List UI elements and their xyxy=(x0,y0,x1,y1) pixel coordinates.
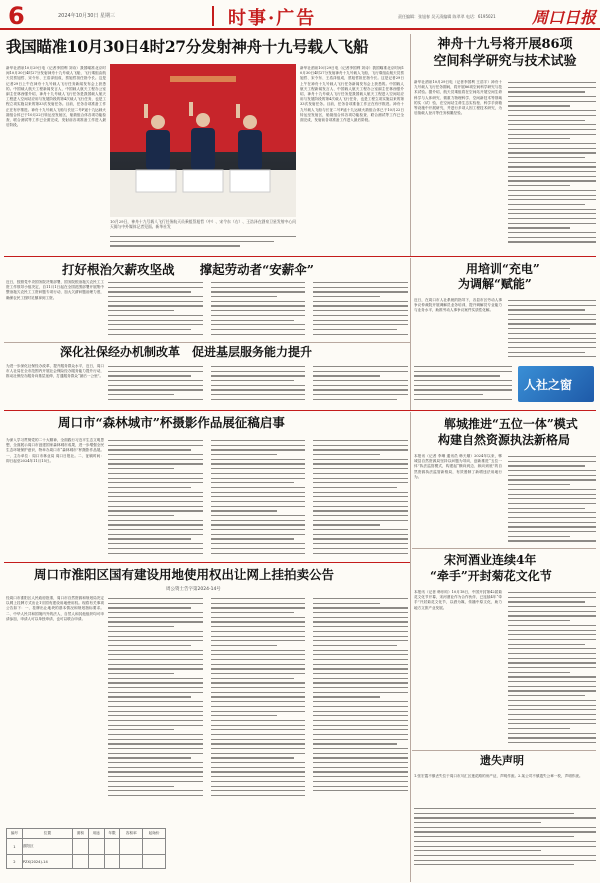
table-cell xyxy=(104,855,120,869)
table-header-cell: 位置 xyxy=(22,829,72,839)
table-row xyxy=(7,855,166,869)
astronauts-illustration xyxy=(110,64,296,217)
table-header-cell: 容积率 xyxy=(120,829,143,839)
column-box xyxy=(414,262,596,408)
column-body: 近日，在周口市人社系统的指导下，各县市区劳动人事争议仲裁院开展调解员业务培训，提升调解员专业能力与业务水平，助推劳动人事争议案件实质性化解。 xyxy=(414,298,502,313)
commentary-headline-1: 打好根治欠薪攻坚战 xyxy=(62,262,175,277)
land-auction-notice xyxy=(6,566,410,880)
side-headline-1: 神舟十九号将开展86项 xyxy=(437,37,573,52)
loss-notice-body: 1.张宏霞不慎丢失位于周口市川汇区莲花路的房产证，声明作废。2.某公司不慎遗失公章一枚，声明作废。 xyxy=(414,774,583,778)
side-body: 新华社酒泉10月29日电（记者李国利 王浩宇）神舟十九号载人飞行任务期间，将开展86项空间科学研究与技术试验。据介绍，航天员乘组将在空间站开展空间生命科学与人体研究、微重力物理科学、空间新技术等领域的实（试）验，在空间站生命生态实验柜、科学手套箱等设施中开展研究，并进行多项人因工程技术研究，为后续载人登月等任务积累经验。 xyxy=(414,80,502,116)
lead-photo xyxy=(110,64,296,217)
social-security-body: 为进一步深化社保经办改革，提升服务群众水平，近日，周口市人社局在全市范围内开展社会保险经办服务能力提升行动，推动社保经办服务向基层延伸，打通服务群众“最后一公里”。 xyxy=(6,364,104,379)
photo-contest-lines xyxy=(108,440,408,558)
law-enforcement-headline-1: 郸城推进“五位一体”模式 xyxy=(444,417,578,431)
column-body-lines-2 xyxy=(414,366,512,404)
lead-body-cont: 新华社酒泉10月29日电（记者李国利 刘诗）我国瞄准北京时间10月30日4时27分发射神舟十九号载人飞船，飞行乘组由航天员蔡旭哲、宋令东、王浩泽组成，蔡旭哲担任指令长。这是记者29日上午在神舟十九号载人飞行任务新闻发布会上获悉的。中国载人航天工程新闻发言人、中国载人航天工程办公室副主任林西强介绍，神舟十九号载人飞行任务是我国载人航天工程进入空间站应用与发展阶段的第4次载人飞行任务，也是工程立项实施以来的第33次发射任务。目前，任务各项准备工作正在有序推进。神舟十九号载人飞船与长征二号F遥十九运载火箭组合体已于10月22日转运至发射区，船箭组合体各项功能检查、联合测试等工作已全面完成，发射前各项准备工作进入最后阶段。 xyxy=(300,66,404,123)
section-title: 时事·广告 xyxy=(228,8,317,29)
issue-date: 2024年10月30日 星期三 xyxy=(58,13,116,19)
lead-body: 新华社酒泉10月29日电（记者李国利 刘诗）我国瞄准北京时间10月30日4时27分发射神舟十九号载人飞船，飞行乘组由航天员蔡旭哲、宋令东、王浩泽组成，蔡旭哲担任指令长。这是记者29日上午在神舟十九号载人飞行任务新闻发布会上获悉的。中国载人航天工程新闻发言人、中国载人航天工程办公室副主任林西强介绍，神舟十九号载人飞行任务是我国载人航天工程进入空间站应用与发展阶段的第4次载人飞行任务，也是工程立项实施以来的第33次发射任务。目前，任务各项准备工作正在有序推进。神舟十九号载人飞船与长征二号F遥十九运载火箭组合体已于10月22日转运至发射区，船箭组合体各项功能检查、联合测试等工作已全面完成，发射前各项准备工作进入最后阶段。 xyxy=(6,66,106,128)
photo-contest-headline: 周口市“森林城市”杯摄影作品展征稿启事 xyxy=(58,415,285,430)
table-cell xyxy=(143,855,166,869)
page-header xyxy=(0,0,600,30)
land-auction-headline: 周口市淮阳区国有建设用地使用权出让网上挂拍卖公告 xyxy=(34,567,335,582)
commentary-body: 近日，按照党中央国务院决策部署，国务院根治拖欠农民工工资工作领导小组决定，自11月1日起在全国范围部署开展集中整治拖欠农民工工资问题专项行动，加大欠薪问题治理力度，确保农民工按时足额拿到工资。 xyxy=(6,280,104,300)
newspaper-logo: 周口日报 xyxy=(532,8,597,27)
table-header-cell: 编号 xyxy=(7,829,23,839)
liquor-headline-1: 宋河酒业连续4年 xyxy=(444,553,537,567)
land-auction-table xyxy=(6,828,166,869)
photo-contest-body: 为深入学习贯彻党的二十大精神，全面践行习近平生态文明思想，全面展示周口市创建国家森林城市成果，进一步增强全民生态环境保护意识，特举办周口市“森林城市”杯摄影作品展。一、主办单位：周口市林业局 周口日报社。二、征稿时间：即日起至2024年11月15日。 xyxy=(6,438,104,463)
side-body-lines xyxy=(508,82,596,250)
table-cell: PZX(2024)-14 xyxy=(22,855,72,869)
land-auction-number: 周公资土告字第2024-14号 xyxy=(166,587,221,592)
table-cell: 1 xyxy=(7,839,23,855)
social-security-lines xyxy=(108,366,408,404)
table-cell xyxy=(143,839,166,855)
table-header-cell: 起始价 xyxy=(143,829,166,839)
commentary-story xyxy=(6,260,410,340)
photo-contest-story xyxy=(6,414,410,560)
table-cell xyxy=(104,839,120,855)
column-headline-2: 为调解“赋能” xyxy=(458,277,532,291)
social-security-story xyxy=(6,344,410,406)
table-cell xyxy=(120,855,143,869)
lead-story xyxy=(6,36,406,251)
liquor-lines xyxy=(508,592,596,746)
header-divider xyxy=(212,6,214,26)
table-header-cell: 年限 xyxy=(104,829,120,839)
law-enforcement-lines xyxy=(508,456,596,544)
side-story xyxy=(414,36,596,251)
table-header-row xyxy=(7,829,166,839)
column-headline-1: 用培训“充电” xyxy=(466,262,540,276)
commentary-body-lines xyxy=(108,282,408,338)
liquor-headline-2: “牵手”开封菊花文化节 xyxy=(430,569,552,583)
lead-body-lines xyxy=(110,236,296,250)
column-body-lines xyxy=(508,300,596,362)
liquor-body: 本报讯（记者 韩东昀）10月18日，中国开封第42届菊花文化节开幕，宋河酒业作为合作伙伴，已连续4年“牵手”开封菊花文化节，以酒为媒，传播中原文化，助力地方文旅产业发展。 xyxy=(414,590,502,610)
law-enforcement-body: 本报讯（记者 李琳 通讯员 韩天顺）2024年以来，郸城县自然资源局坚持以问题为导向，创新推进“五位一体”执法监管模式，构建起“横向到边、纵向到底”的自然资源执法监管新格局，有效遏制了新增违法用地行为。 xyxy=(414,454,502,479)
column-badge-label: 人社之窗 xyxy=(524,378,573,392)
table-cell xyxy=(88,855,104,869)
page-number: 6 xyxy=(8,2,25,30)
side-headline-2: 空间科学研究与技术试验 xyxy=(433,54,577,69)
table-row xyxy=(7,839,166,855)
table-cell: 淮阳区 xyxy=(22,839,72,855)
law-enforcement-headline-2: 构建自然资源执法新格局 xyxy=(438,433,571,447)
table-cell xyxy=(120,839,143,855)
liquor-story xyxy=(414,552,596,748)
editor-credits: 责任编辑：张旭春 吴天清编辑 陈翠翠 电话：6195021 xyxy=(398,14,496,19)
land-auction-body: 经周口市淮阳区人民政府批准，周口市自然资源和规划局决定以网上挂牌方式出让1宗国有建设用地使用权。现将有关事项公告如下：一、挂牌出让地块的基本情况和规划指标要求。二、中华人民共和国境内外的法人、自然人和其他组织均可申请参加，申请人可以单独申请，也可以联合申请。 xyxy=(6,596,104,621)
table-cell xyxy=(88,839,104,855)
social-security-headline: 深化社保经办机制改革 促进基层服务能力提升 xyxy=(60,345,313,359)
table-header-cell: 用途 xyxy=(88,829,104,839)
land-auction-lines xyxy=(108,598,408,824)
lead-headline: 我国瞄准10月30日4时27分发射神舟十九号载人飞船 xyxy=(6,37,369,56)
commentary-headline-2: 撑起劳动者“安薪伞” xyxy=(199,262,314,277)
column-badge xyxy=(518,366,594,402)
law-enforcement-story xyxy=(414,416,596,546)
table-cell xyxy=(72,855,88,869)
table-header-cell: 面积 xyxy=(72,829,88,839)
lead-photo-caption: 10月29日，神舟十九号载人飞行任务航天员乘组蔡旭哲（中）、宋令东（右）、王浩泽在酒泉卫星发射中心问天阁与中外媒体记者见面。新华社发 xyxy=(110,219,296,230)
loss-notice-headline: 遗失声明 xyxy=(480,754,524,767)
table-cell: 2 xyxy=(7,855,23,869)
loss-notice-lines xyxy=(414,808,596,874)
loss-notice xyxy=(414,754,596,878)
table-cell xyxy=(72,839,88,855)
